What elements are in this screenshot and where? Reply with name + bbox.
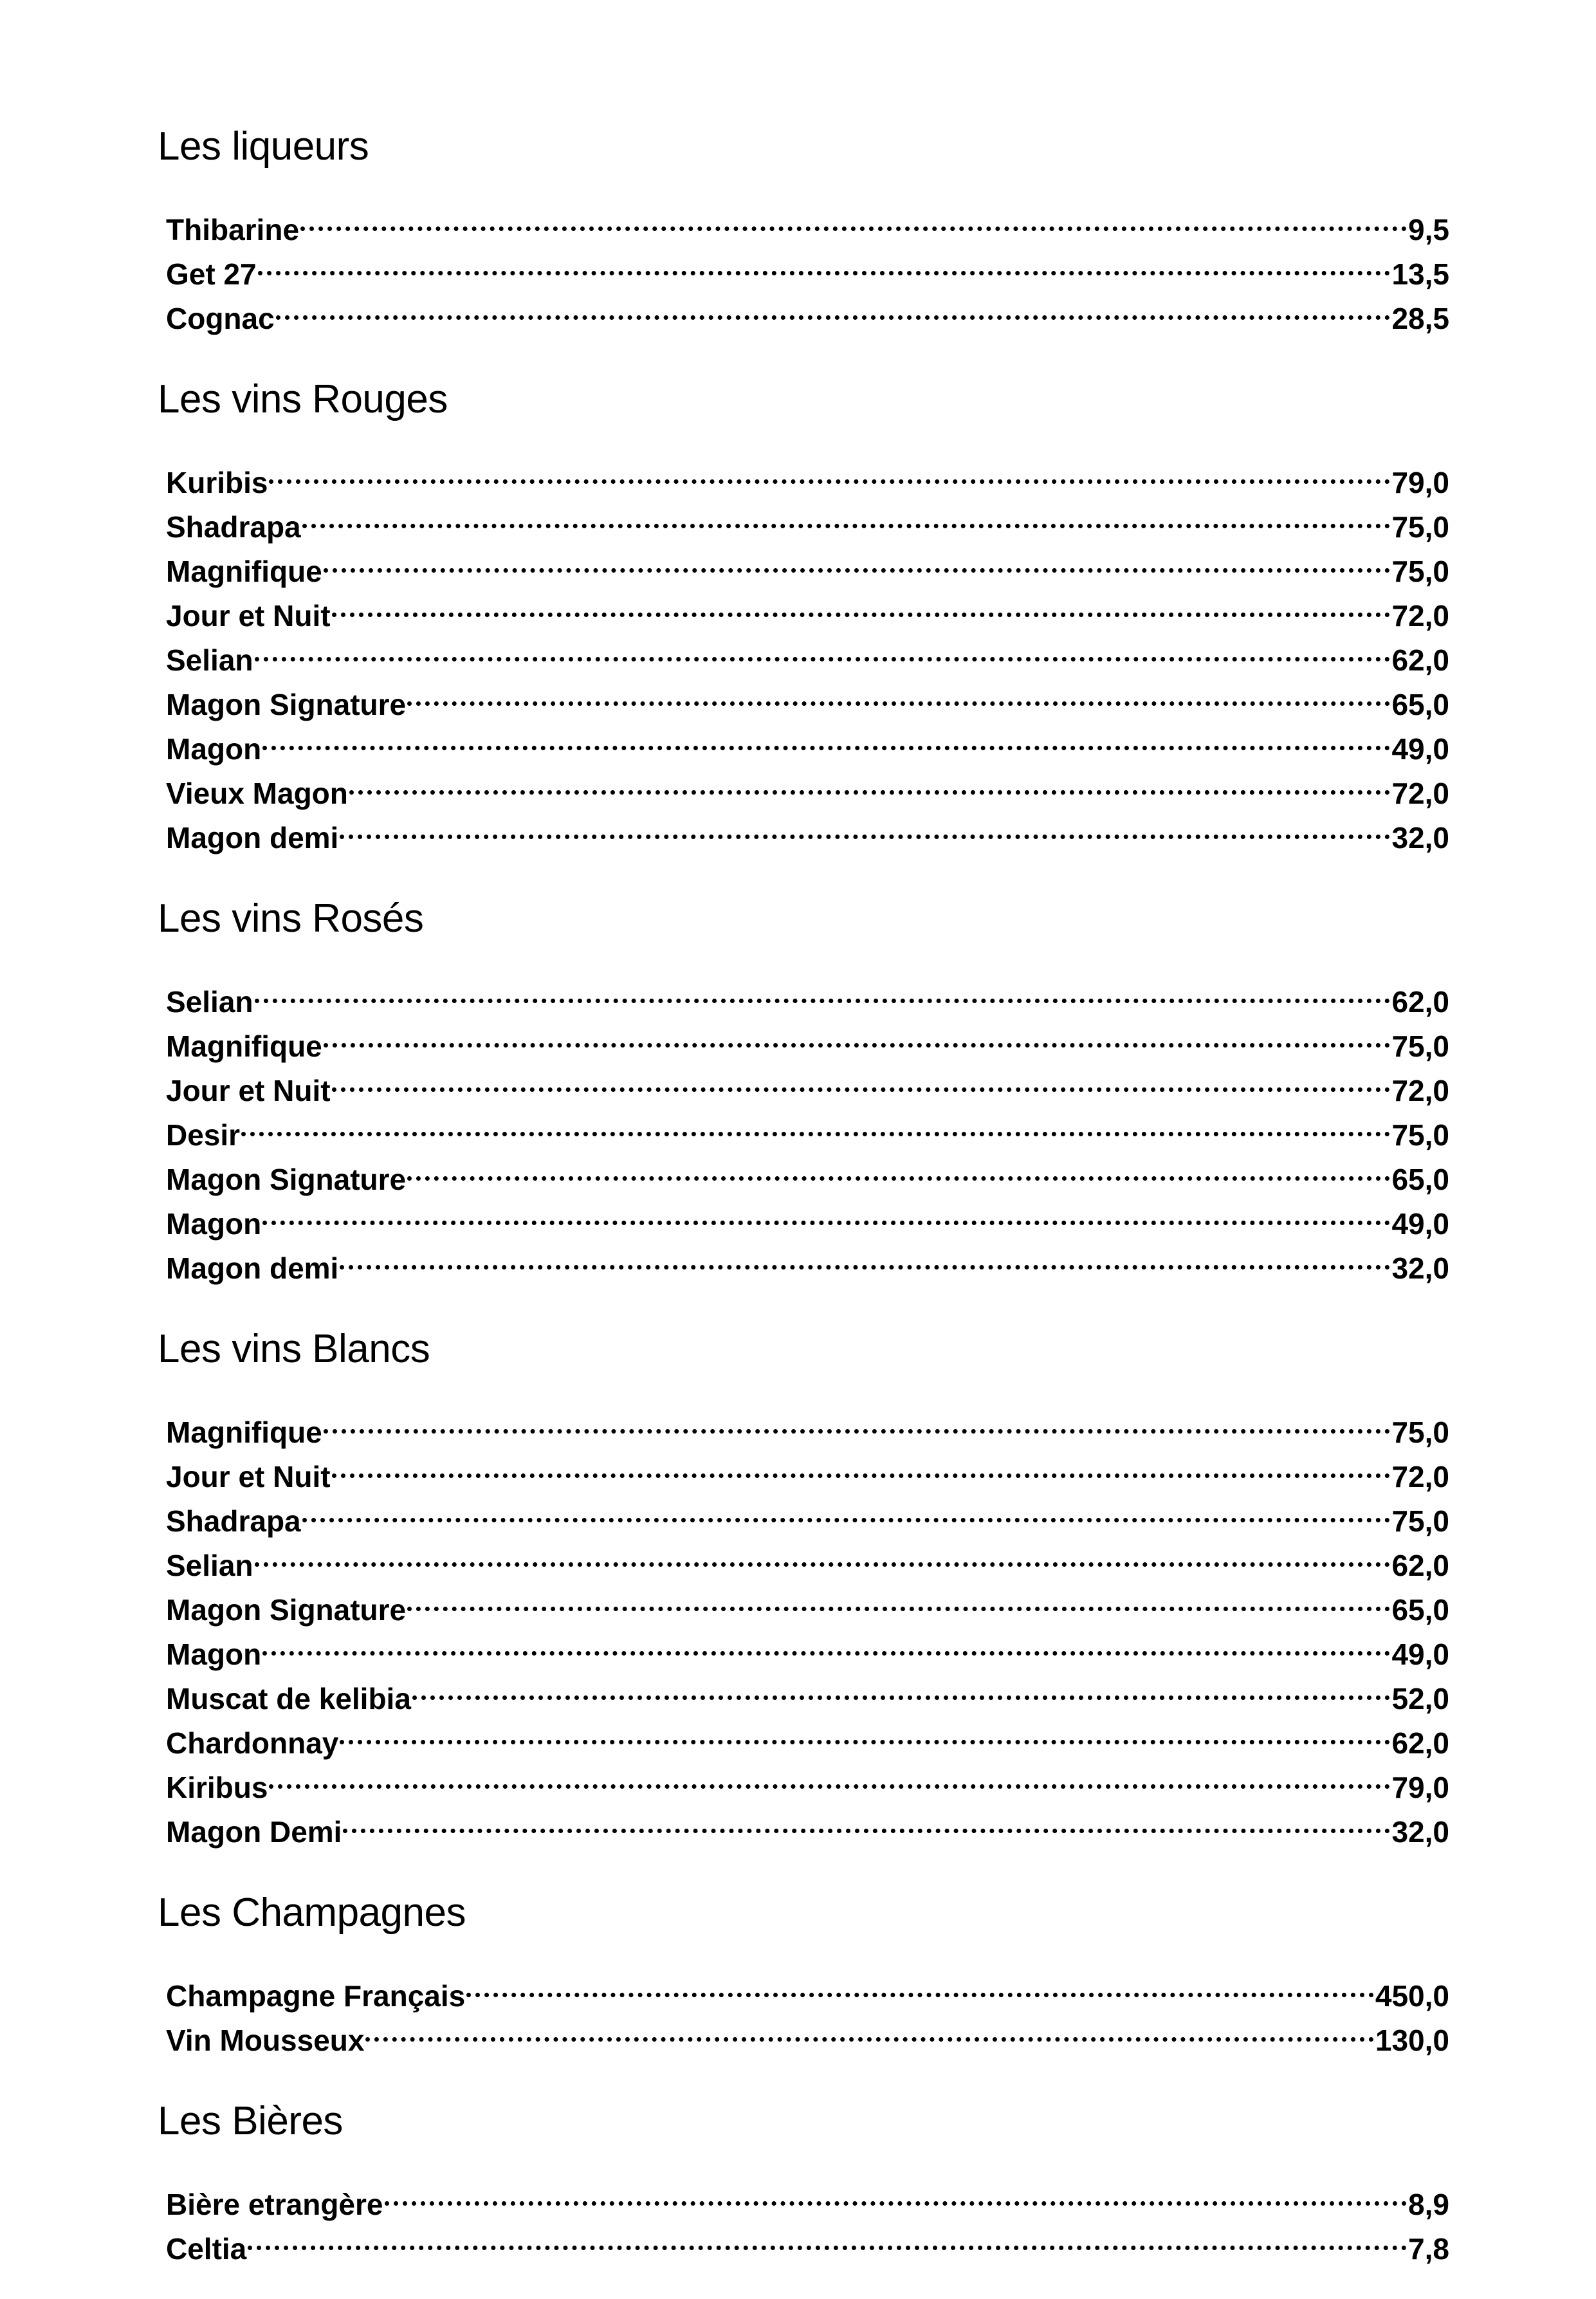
- menu-item: [166, 626, 1449, 677]
- section-title: Les vins Blancs: [158, 1327, 430, 1371]
- item-price: 9,5: [1408, 213, 1449, 246]
- dot-leader: [300, 196, 1407, 240]
- item-name: Bière etrangère: [166, 2188, 383, 2221]
- item-price: 450,0: [1375, 1979, 1449, 2013]
- dot-leader: [269, 1753, 1390, 1798]
- item-name: Shadrapa: [166, 1504, 301, 1538]
- item-name: Chardonnay: [166, 1726, 339, 1760]
- dot-leader: [340, 804, 1390, 848]
- item-name: Kiribus: [166, 1771, 268, 1804]
- item-name: Magon Signature: [166, 1163, 407, 1196]
- drinks-menu: [158, 116, 1454, 2299]
- item-name: Vieux Magon: [166, 777, 348, 810]
- menu-item: [166, 1487, 1449, 1538]
- item-price: 13,5: [1391, 257, 1449, 291]
- menu-item: [166, 968, 1449, 1019]
- item-price: 49,0: [1391, 1638, 1449, 1671]
- menu-item: [166, 582, 1449, 632]
- dot-leader: [407, 1576, 1390, 1620]
- menu-item: [166, 1012, 1449, 1063]
- menu-item: [166, 537, 1449, 588]
- dot-leader: [262, 1620, 1390, 1665]
- menu-item: [166, 448, 1449, 499]
- section-title: Les Champagnes: [158, 1890, 466, 1935]
- item-name: Jour et Nuit: [166, 1460, 331, 1493]
- dot-leader: [255, 626, 1391, 670]
- menu-item: [166, 1962, 1449, 2013]
- dot-leader: [343, 1798, 1390, 1842]
- dot-leader: [385, 2170, 1408, 2215]
- item-price: 32,0: [1391, 1815, 1449, 1849]
- item-price: 130,0: [1375, 2024, 1449, 2057]
- menu-item: [166, 1234, 1449, 1285]
- menu-item: [166, 1057, 1449, 1107]
- item-price: 72,0: [1391, 777, 1449, 810]
- menu-item: [166, 493, 1449, 544]
- item-price: 62,0: [1391, 1726, 1449, 1760]
- menu-item: [166, 240, 1449, 291]
- dot-leader: [324, 1398, 1391, 1443]
- dot-leader: [332, 582, 1391, 626]
- item-name: Magon Demi: [166, 1815, 342, 1849]
- item-price: 49,0: [1391, 1207, 1449, 1241]
- item-price: 75,0: [1391, 1504, 1449, 1538]
- section-vins-blancs: [158, 1318, 1454, 1849]
- section-title: Les liqueurs: [158, 124, 369, 169]
- item-price: 75,0: [1391, 1416, 1449, 1449]
- item-price: 75,0: [1391, 1118, 1449, 1152]
- item-name: Selian: [166, 643, 253, 677]
- menu-item: [166, 804, 1449, 854]
- dot-leader: [258, 240, 1391, 284]
- item-price: 62,0: [1391, 985, 1449, 1019]
- dot-leader: [302, 1487, 1391, 1531]
- menu-item: [166, 2215, 1449, 2266]
- item-price: 32,0: [1391, 821, 1449, 854]
- item-name: Magon Signature: [166, 688, 407, 721]
- dot-leader: [349, 759, 1391, 804]
- item-price: 79,0: [1391, 1771, 1449, 1804]
- item-list: [158, 448, 1449, 854]
- item-list: [158, 968, 1449, 1285]
- item-list: [158, 1398, 1449, 1849]
- menu-item: [166, 1620, 1449, 1671]
- menu-item: [166, 1531, 1449, 1582]
- item-name: Selian: [166, 985, 253, 1019]
- item-name: Magon demi: [166, 1251, 339, 1285]
- item-price: 8,9: [1408, 2188, 1449, 2221]
- section-vins-rouges: [158, 369, 1454, 854]
- item-name: Selian: [166, 1549, 253, 1582]
- item-name: Desir: [166, 1118, 241, 1152]
- menu-item: [166, 196, 1449, 246]
- item-price: 28,5: [1391, 302, 1449, 335]
- menu-item: [166, 759, 1449, 810]
- dot-leader: [324, 1012, 1391, 1057]
- item-price: 32,0: [1391, 1251, 1449, 1285]
- dot-leader: [241, 1101, 1390, 1145]
- item-price: 62,0: [1391, 1549, 1449, 1582]
- dot-leader: [412, 1665, 1391, 1709]
- section-bieres: [158, 2091, 1454, 2266]
- item-price: 65,0: [1391, 1593, 1449, 1627]
- menu-item: [166, 1443, 1449, 1493]
- item-name: Jour et Nuit: [166, 1074, 331, 1107]
- item-name: Magnifique: [166, 555, 322, 588]
- dot-leader: [248, 2215, 1407, 2259]
- item-price: 75,0: [1391, 510, 1449, 544]
- item-name: Muscat de kelibia: [166, 1682, 411, 1715]
- item-name: Cognac: [166, 302, 275, 335]
- dot-leader: [276, 284, 1391, 329]
- item-name: Vin Mousseux: [166, 2024, 365, 2057]
- item-price: 52,0: [1391, 1682, 1449, 1715]
- item-price: 72,0: [1391, 599, 1449, 632]
- item-name: Magon: [166, 732, 262, 766]
- section-title: Les Bières: [158, 2099, 343, 2143]
- menu-item: [166, 1709, 1449, 1760]
- item-list: [158, 1962, 1449, 2057]
- dot-leader: [407, 1145, 1390, 1190]
- item-name: Get 27: [166, 257, 257, 291]
- item-name: Magon: [166, 1207, 262, 1241]
- menu-item: [166, 1101, 1449, 1152]
- item-price: 65,0: [1391, 1163, 1449, 1196]
- item-name: Celtia: [166, 2232, 247, 2266]
- item-name: Champagne Français: [166, 1979, 466, 2013]
- menu-item: [166, 2170, 1449, 2221]
- item-price: 7,8: [1408, 2232, 1449, 2266]
- section-liqueurs: [158, 116, 1454, 335]
- menu-item: [166, 1753, 1449, 1804]
- item-price: 75,0: [1391, 555, 1449, 588]
- menu-item: [166, 1798, 1449, 1849]
- dot-leader: [407, 670, 1390, 715]
- item-name: Thibarine: [166, 213, 300, 246]
- menu-item: [166, 1665, 1449, 1715]
- menu-item: [166, 670, 1449, 721]
- item-price: 72,0: [1391, 1460, 1449, 1493]
- menu-item: [166, 1398, 1449, 1449]
- dot-leader: [466, 1962, 1374, 2006]
- dot-leader: [340, 1709, 1390, 1753]
- menu-item: [166, 1145, 1449, 1196]
- item-name: Magnifique: [166, 1029, 322, 1063]
- dot-leader: [269, 448, 1390, 493]
- item-name: Magon Signature: [166, 1593, 407, 1627]
- item-name: Magon demi: [166, 821, 339, 854]
- item-name: Kuribis: [166, 466, 268, 499]
- item-price: 49,0: [1391, 732, 1449, 766]
- item-price: 72,0: [1391, 1074, 1449, 1107]
- dot-leader: [332, 1057, 1391, 1101]
- section-title: Les vins Rosés: [158, 896, 424, 941]
- section-title: Les vins Rouges: [158, 377, 448, 421]
- menu-item: [166, 715, 1449, 766]
- dot-leader: [255, 968, 1391, 1012]
- item-list: [158, 2170, 1449, 2266]
- dot-leader: [340, 1234, 1390, 1279]
- item-price: 62,0: [1391, 643, 1449, 677]
- item-name: Magon: [166, 1638, 262, 1671]
- item-price: 65,0: [1391, 688, 1449, 721]
- menu-item: [166, 1190, 1449, 1241]
- dot-leader: [262, 1190, 1390, 1234]
- item-name: Magnifique: [166, 1416, 322, 1449]
- menu-item: [166, 1576, 1449, 1627]
- item-name: Shadrapa: [166, 510, 301, 544]
- dot-leader: [332, 1443, 1391, 1487]
- dot-leader: [365, 2006, 1373, 2051]
- item-name: Jour et Nuit: [166, 599, 331, 632]
- section-champagnes: [158, 1882, 1454, 2057]
- item-price: 79,0: [1391, 466, 1449, 499]
- section-vins-roses: [158, 888, 1454, 1285]
- dot-leader: [255, 1531, 1391, 1576]
- dot-leader: [324, 537, 1391, 582]
- item-price: 75,0: [1391, 1029, 1449, 1063]
- menu-item: [166, 284, 1449, 335]
- dot-leader: [302, 493, 1391, 537]
- item-list: [158, 196, 1449, 335]
- dot-leader: [262, 715, 1390, 759]
